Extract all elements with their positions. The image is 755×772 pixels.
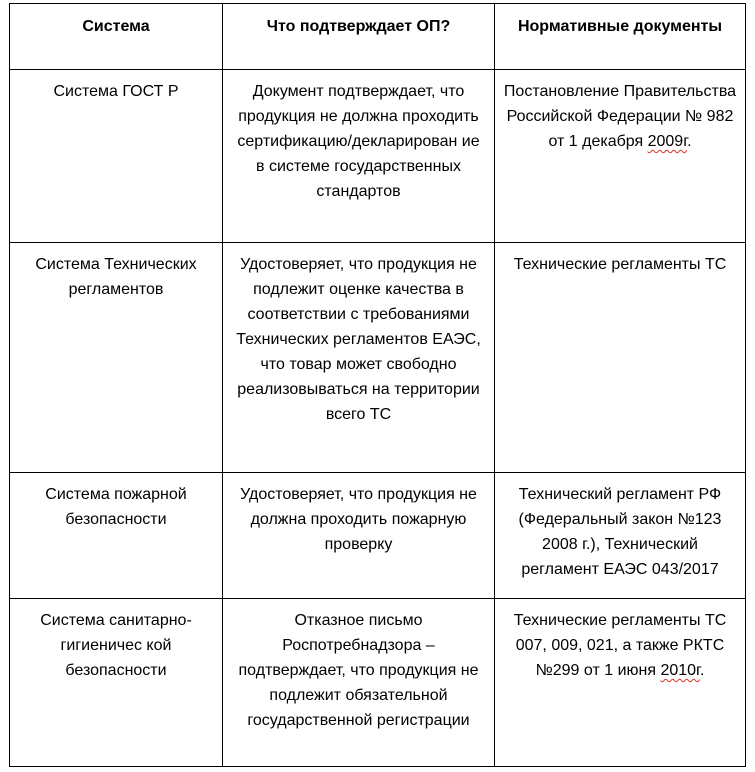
cell-confirms: Удостоверяет, что продукция не должна проходить пожарную проверку <box>223 473 495 599</box>
table-row <box>10 70 746 243</box>
table-row <box>10 473 746 599</box>
cell-system: Система санитарно-гигиеничес кой безопасности <box>10 599 223 767</box>
cell-confirms: Удостоверяет, что продукция не подлежит оценке качества в соответствии с требованиями Технических регламентов ЕАЭС, что товар может свободно реализовываться на территории всего ТС <box>223 243 495 473</box>
header-confirms: Что подтверждает ОП? <box>223 4 495 70</box>
cell-system: Система пожарной безопасности <box>10 473 223 599</box>
cell-confirms: Документ подтверждает, что продукция не должна проходить сертификацию/декларирован ие в системе государственных стандартов <box>223 70 495 243</box>
cell-system: Система Технических регламентов <box>10 243 223 473</box>
documents-text-end: . <box>687 133 692 150</box>
cell-documents <box>495 70 746 243</box>
certification-systems-table <box>9 3 746 767</box>
cell-documents: Технический регламент РФ (Федеральный закон №123 2008 г.), Технический регламент ЕАЭС 043/2017 <box>495 473 746 599</box>
documents-text: Постановление Правительства Российской Федерации № 982 от 1 декабря <box>503 83 737 150</box>
table-header-row <box>10 4 746 70</box>
cell-confirms: Отказное письмо Роспотребнадзора – подтверждает, что продукция не подлежит обязательной государственной регистрации <box>223 599 495 767</box>
header-documents: Нормативные документы <box>495 4 746 70</box>
spellcheck-marked-word[interactable]: 2009г <box>647 133 688 150</box>
header-system: Система <box>10 4 223 70</box>
cell-documents <box>495 599 746 767</box>
documents-text: Технические регламенты ТС 007, 009, 021, а также РКТС №299 от 1 июня <box>513 612 727 679</box>
cell-documents: Технические регламенты ТС <box>495 243 746 473</box>
table-row <box>10 599 746 767</box>
table-row <box>10 243 746 473</box>
cell-system: Система ГОСТ Р <box>10 70 223 243</box>
spellcheck-marked-word[interactable]: 2010г <box>660 662 700 679</box>
documents-text-end: . <box>699 662 705 679</box>
